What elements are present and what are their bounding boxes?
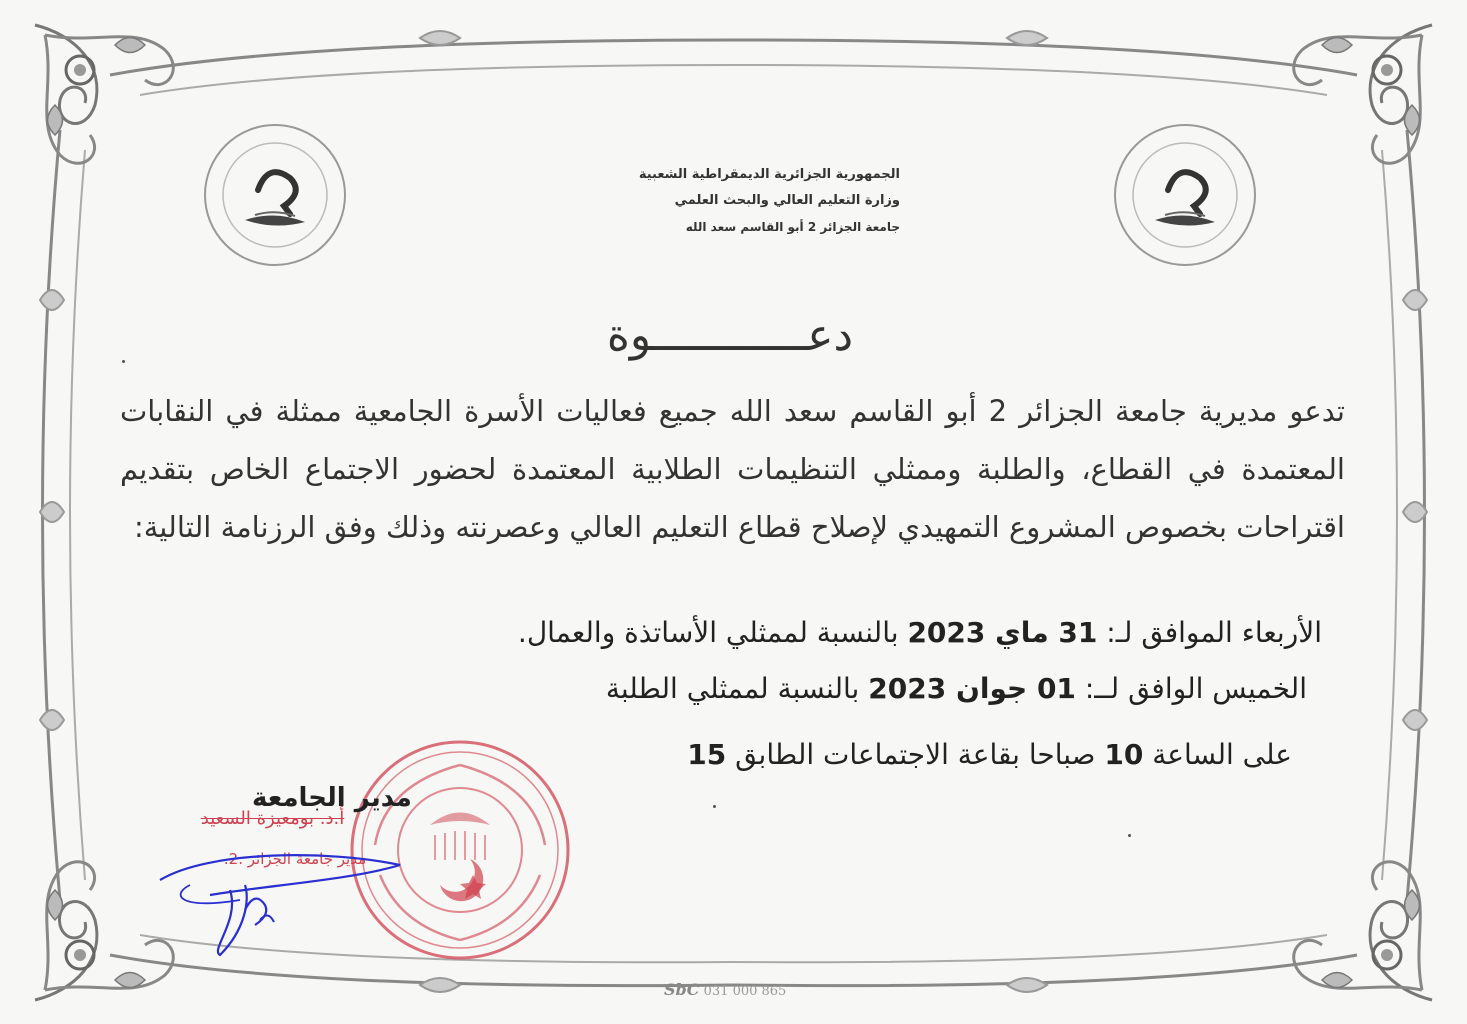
speck xyxy=(1128,834,1131,837)
page-title: دعــــــــــــوة xyxy=(606,310,854,361)
printer-number: 031 000 865 xyxy=(703,984,787,999)
speck xyxy=(713,805,716,808)
time-suffix: صباحا بقاعة الاجتماعات الطابق xyxy=(735,738,1096,771)
signatory-name: أ.د. بومعيزة السعيد xyxy=(200,808,345,829)
schedule-day: الخميس الوافق لــ: xyxy=(1084,672,1307,705)
schedule-day: الأربعاء الموافق لـ: xyxy=(1106,616,1322,649)
body-paragraph: تدعو مديرية جامعة الجزائر 2 أبو القاسم سعد الله جميع فعاليات الأسرة الجامعية ممثلة في النقابات المعتمدة في القطاع، والطلبة وممثلي التنظيمات الطلابية المعتمدة لحضور الاجتماع الخاص بتقديم اقتراحات بخصوص المشروع التمهيدي لإصلاح قطاع التعليم العالي وعصرنته وذلك وفق الرزنامة التالية: xyxy=(120,394,1345,544)
schedule-audience: بالنسبة لممثلي الأساتذة والعمال. xyxy=(517,616,899,649)
header-republic: الجمهورية الجزائرية الديمقراطية الشعبية xyxy=(638,167,900,182)
schedule-item-1 xyxy=(518,616,1322,649)
time-hour: 10 xyxy=(1104,738,1144,771)
time-prefix: على الساعة xyxy=(1152,738,1292,771)
university-logo-left xyxy=(200,120,350,270)
schedule-date: 31 ماي 2023 xyxy=(907,616,1098,649)
header-ministry: وزارة التعليم العالي والبحث العلمي xyxy=(674,193,900,208)
handwritten-signature xyxy=(150,840,410,960)
schedule-item-2 xyxy=(606,672,1307,705)
floor-number: 15 xyxy=(687,738,727,771)
speck xyxy=(122,360,125,363)
letterhead xyxy=(560,162,900,240)
meeting-time-place xyxy=(687,738,1292,771)
printer-code xyxy=(664,980,786,999)
printer-brand: SbC xyxy=(664,980,700,999)
header-university: جامعة الجزائر 2 أبو القاسم سعد الله xyxy=(685,220,900,234)
invitation-body xyxy=(120,382,1345,556)
signatory-title: مدير جامعة الجزائر .2. xyxy=(223,850,367,868)
schedule-date: 01 جوان 2023 xyxy=(868,672,1076,705)
signature-role: مدير الجامعة xyxy=(252,783,412,813)
university-logo-right xyxy=(1110,120,1260,270)
schedule-audience: بالنسبة لممثلي الطلبة xyxy=(605,672,860,705)
